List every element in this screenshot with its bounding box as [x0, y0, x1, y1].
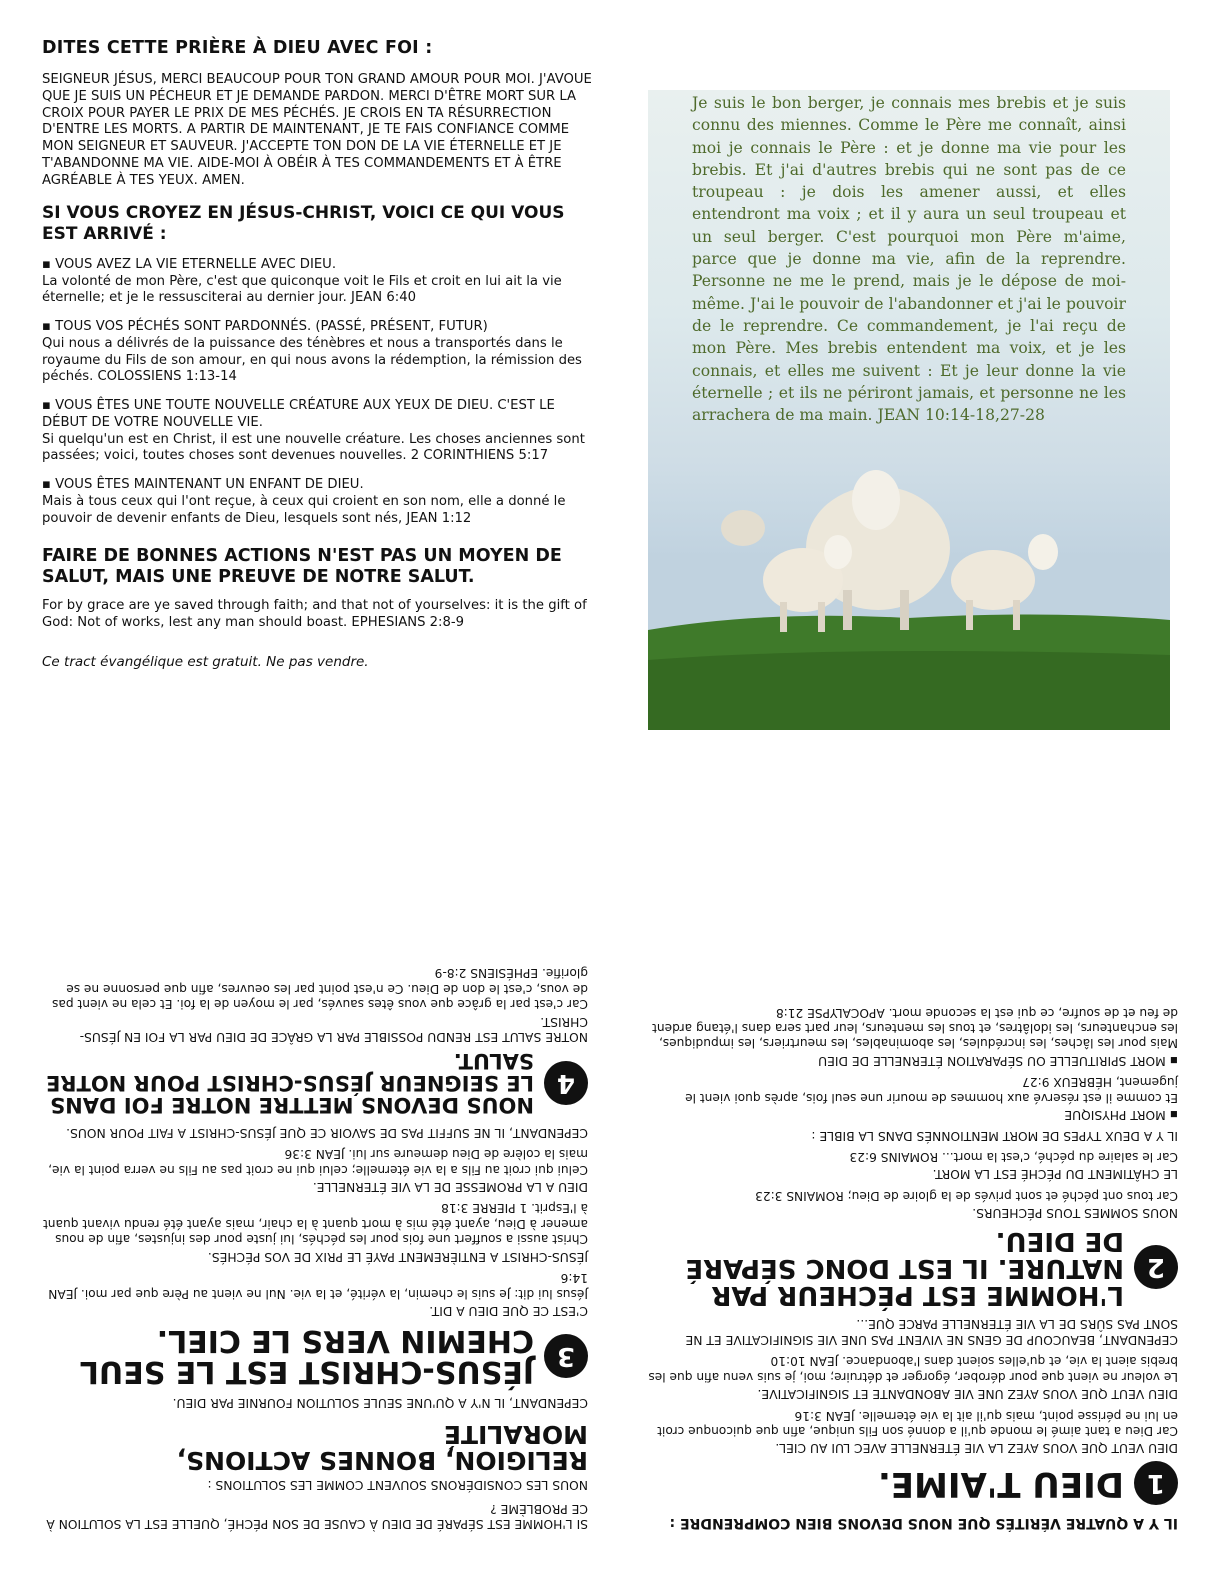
prayer-text: SEIGNEUR JÉSUS, MERCI BEAUCOUP POUR TON GRAND AMOUR POUR MOI. J'AVOUE QUE JE SUIS UN PÉCHEUR ET JE DEMANDE PARDON. MERCI D'ÊTRE MORT SUR LA CROIX POUR PAYER LE PRIX DE MES PÉCHÉS. JE CROIS EN TA RÉSURRECTION D'ENTRE LES MORTS. A PARTIR DE MAINTENANT, JE TE FAIS CONFIANCE COMME MON SEIGNEUR ET SAUVEUR. J'ACCEPTE TON DON DE LA VIE ÉTERNELLE ET JE T'ABANDONNE MA VIE. AIDE-MOI À OBÉIR À TES COMMANDEMENTS ET À ÊTRE AGRÉABLE À TES YEUX. AMEN. — [42, 72, 592, 188]
s3-cap2: JÉSUS-CHRIST A ENTIÈREMENT PAYÉ LE PRIX DE VOS PÉCHÉS. — [207, 1249, 588, 1264]
free-note: Ce tract évangélique est gratuit. Ne pas vendre. — [42, 653, 369, 670]
shepherd-panel — [648, 90, 1170, 730]
number-1-badge: 1 — [1134, 1462, 1178, 1506]
point-4-head: ▪ VOUS ÊTES MAINTENANT UN ENFANT DE DIEU. — [42, 477, 364, 493]
number-2-badge: 2 — [1134, 1245, 1178, 1289]
prayer-heading: DITES CETTE PRIÈRE À DIEU AVEC FOI : — [42, 38, 433, 58]
point-3-head: ▪ VOUS ÊTES UNE TOUTE NOUVELLE CRÉATURE AUX YEUX DE DIEU. C'EST LE DÉBUT DE VOTRE NOUVELLE VIE. — [42, 398, 555, 430]
sheep-photo — [648, 460, 1170, 730]
lamb-back — [721, 510, 765, 546]
point-1 — [42, 257, 592, 307]
question-1: SI L'HOMME EST SÉPARÉ DE DIEU À CAUSE DE SON PÉCHÉ, QUELLE EST LA SOLUTION À CE PROBLÈME ? — [46, 1501, 588, 1531]
shepherd-verse: Je suis le bon berger, je connais mes brebis et je suis connu des miennes. Comme le Père me connaît, ainsi moi je connais le Père : et je donne ma vie pour les brebis. Et j'ai d'autres brebis qui ne sont pas de ce troupeau : je dois les amener aussi, et elles entendront ma voix ; et il y aura un seul troupeau et un seul berger. C'est pourquoi mon Père m'aime, parce que je donne ma vie, afin de la reprendre. Personne ne me le prend, mais je le dépose de moi-même. J'ai le pouvoir de l'abandonner et j'ai le pouvoir de le reprendre. Ce commandement, je l'ai reçu de mon Père. Mes brebis entendent ma voix, et je les connais, et elles me suivent : Et je leur donne la vie éternelle ; et ils ne périront jamais, et personne ne les arrachera de ma main. JEAN 10:14-18,27-28 — [692, 94, 1126, 425]
section-2-heading: L'HOMME EST PÉCHEUR PAR NATURE. IL EST DONC SÉPARÉ DE DIEU. — [685, 1225, 1124, 1311]
s1-cap1: DIEU VEUT QUE VOUS AYEZ LA VIE ÉTERNELLE AVEC LUI AU CIEL. — [775, 1441, 1178, 1456]
s2-cap1: NOUS SOMMES TOUS PÉCHEURS. — [972, 1206, 1178, 1221]
section-2-title — [648, 1225, 1178, 1311]
point-4 — [42, 477, 592, 527]
point-3-body: Si quelqu'un est en Christ, il est une nouvelle créature. Les choses anciennes sont passées; voici, toutes choses sont devenues nouvelles. 2 CORINTHIENS 5:17 — [42, 431, 585, 464]
s2-txt5: Mais pour les lâches, les incrédules, les abominables, les meurtriers, les impudiques, les enchanteurs, les idolâtres, et tous les menteurs, leur part sera dans l'étang ardent de feu et de soufre, ce qui est la seconde mort. APOCALYPSE 21:8 — [652, 1005, 1178, 1051]
s2-txt1: Car tous ont péché et sont privés de la gloire de Dieu; ROMAINS 3:23 — [755, 1188, 1178, 1203]
point-4-body: Mais à tous ceux qui l'ont reçue, à ceux qui croient en son nom, elle a donné le pouvoir de devenir enfants de Dieu, lesquels sont nés, JEAN 1:12 — [42, 494, 566, 526]
s3-cap1: C'EST CE QUE DIEU A DIT. — [429, 1304, 588, 1319]
point-2-head: ▪ TOUS VOS PÉCHÉS SONT PARDONNÉS. (PASSÉ, PRÉSENT, FUTUR) — [42, 319, 488, 335]
believe-heading: SI VOUS CROYEZ EN JÉSUS-CHRIST, VOICI CE QUI VOUS EST ARRIVÉ : — [42, 203, 565, 245]
section-1-title — [648, 1462, 1178, 1506]
section-3-heading: JÉSUS-CHRIST EST LE SEUL CHEMIN VERS LE CIEL. — [79, 1322, 534, 1390]
s3-cap4: CEPENDANT, IL NE SUFFIT PAS DE SAVOIR CE QUE JÉSUS-CHRIST A FAIT POUR NOUS. — [66, 1125, 588, 1140]
s2-cap2: LE CHÂTIMENT DU PÉCHÉ EST LA MORT. — [932, 1167, 1178, 1182]
works-heading: FAIRE DE BONNES ACTIONS N'EST PAS UN MOYEN DE SALUT, MAIS UNE PREUVE DE NOTRE SALUT. — [42, 545, 562, 587]
solutions-heading: RELIGION, BONNES ACTIONS, MORALITÉ — [176, 1419, 588, 1475]
s1-txt2: Le voleur ne vient que pour dérober, égorger et détruire; moi, je suis venu afin que les brebis aient la vie, et qu'elles soient dans l'abondance. JEAN 10:10 — [648, 1354, 1178, 1384]
point-2 — [42, 319, 592, 386]
point-1-head: ▪ VOUS AVEZ LA VIE ETERNELLE AVEC DIEU. — [42, 256, 337, 272]
point-2-body: Qui nous a délivrés de la puissance des ténèbres et nous a transportés dans le royaume du Fils de son amour, en qui nous avons la rédemption, la rémission des péchés. COLOSSIENS 1:13-14 — [42, 335, 582, 385]
s3-cap3: DIEU A LA PROMESSE DE LA VIE ÉTERNELLE. — [312, 1179, 588, 1194]
s2-txt4: Et comme il est réservé aux hommes de mourir une seul fois, après quoi vient le jugement, HÉBREUX 9:27 — [685, 1075, 1178, 1105]
s1-cap2: DIEU VEUT QUE VOUS AYEZ UNE VIE ABONDANTE ET SIGNIFICATIVE. — [757, 1387, 1178, 1402]
point-1-body: La volonté de mon Père, c'est que quiconque voit le Fils et croit en lui ait la vie éternelle; et je le ressusciterai au dernier jour. JEAN 6:40 — [42, 273, 562, 306]
question-2: NOUS LES CONSIDÉRONS SOUVENT COMME LES SOLUTIONS : — [207, 1478, 588, 1493]
s2-cap5: ▪ MORT SPIRITUELLE OU SÉPARATION ÉTERNELLE DE DIEU — [818, 1053, 1178, 1068]
s2-cap4: ▪ MORT PHYSIQUE — [1064, 1108, 1178, 1123]
question-4: CEPENDANT, IL N'Y A QU'UNE SEULE SOLUTION FOURNIE PAR DIEU. — [172, 1396, 588, 1411]
s3-txt3: Celui qui croit au Fils a la vie éternelle; celui qui ne croit pas au Fils ne verra point la vie, mais la colère de Dieu demeure sur lui. JEAN 3:36 — [48, 1147, 588, 1177]
section-1-heading: DIEU T'AIME. — [877, 1464, 1124, 1505]
s1-cap3: CEPENDANT, BEAUCOUP DE GENS NE VIVENT PAS UNE VIE SIGNIFICATIVE ET NE SONT PAS SÛRS DE LA VIE ÉTERNELLE PARCE QUE... — [685, 1317, 1178, 1347]
s2-txt2: Car le salaire du péché, c'est la mort... ROMAINS 6:23 — [849, 1150, 1178, 1165]
section-4-title — [40, 1050, 588, 1116]
s2-cap3: IL Y A DEUX TYPES DE MORT MENTIONNÉS DANS LA BIBLE : — [811, 1128, 1178, 1143]
section-3-title — [40, 1322, 588, 1390]
section-4-heading: NOUS DEVONS METTRE NOTRE FOI DANS LE SEIGNEUR JÉSUS-CHRIST POUR NOTRE SALUT. — [46, 1049, 534, 1118]
truths-1-2-panel — [648, 796, 1178, 1536]
s1-txt1: Car Dieu a tant aimé le monde qu'il a donné son Fils unique, afin que quiconque croit en lui ne périsse point, mais qu'il ait la vie éternelle. JEAN 3:16 — [657, 1408, 1178, 1439]
lamb-right — [951, 550, 1035, 610]
s4-cap1: NOTRE SALUT EST RENDU POSSIBLE PAR LA GRÂCE DE DIEU PAR LA FOI EN JÉSUS-CHRIST. — [79, 1014, 588, 1045]
s3-txt1: Jésus lui dit: Je suis le chemin, la vérité, et la vie. Nul ne vient au Père que par moi. JEAN 14:6 — [48, 1271, 588, 1301]
number-3-badge: 3 — [544, 1334, 588, 1378]
truths-3-4-panel — [40, 796, 588, 1536]
point-3 — [42, 398, 592, 465]
number-4-badge: 4 — [544, 1061, 588, 1105]
prayer-panel — [42, 38, 592, 758]
works-text: For by grace are ye saved through faith; and that not of yourselves: it is the gift of God: Not of works, lest any man should boast. EPHESIANS 2:8-9 — [42, 598, 587, 630]
s3-txt2: Christ aussi a souffert une fois pour les péchés, lui juste pour des injustes, afin de nous amener à Dieu, ayant été mis à mort quant à la chair, mais ayant été rendu vivant quant à l'Esprit. 1 PIERRE 3:18 — [43, 1201, 588, 1247]
intro-text: IL Y A QUATRE VÉRITÉS QUE NOUS DEVONS BIEN COMPRENDRE : — [669, 1515, 1178, 1531]
s4-txt1: Car c'est par la grâce que vous êtes sauvés, par le moyen de la foi. Et cela ne vient pas de vous, c'est le don de Dieu. Ce n'est point par les oeuvres, afin que personne ne se glorifie. EPHÉSIENS 2:8-9 — [52, 966, 588, 1012]
